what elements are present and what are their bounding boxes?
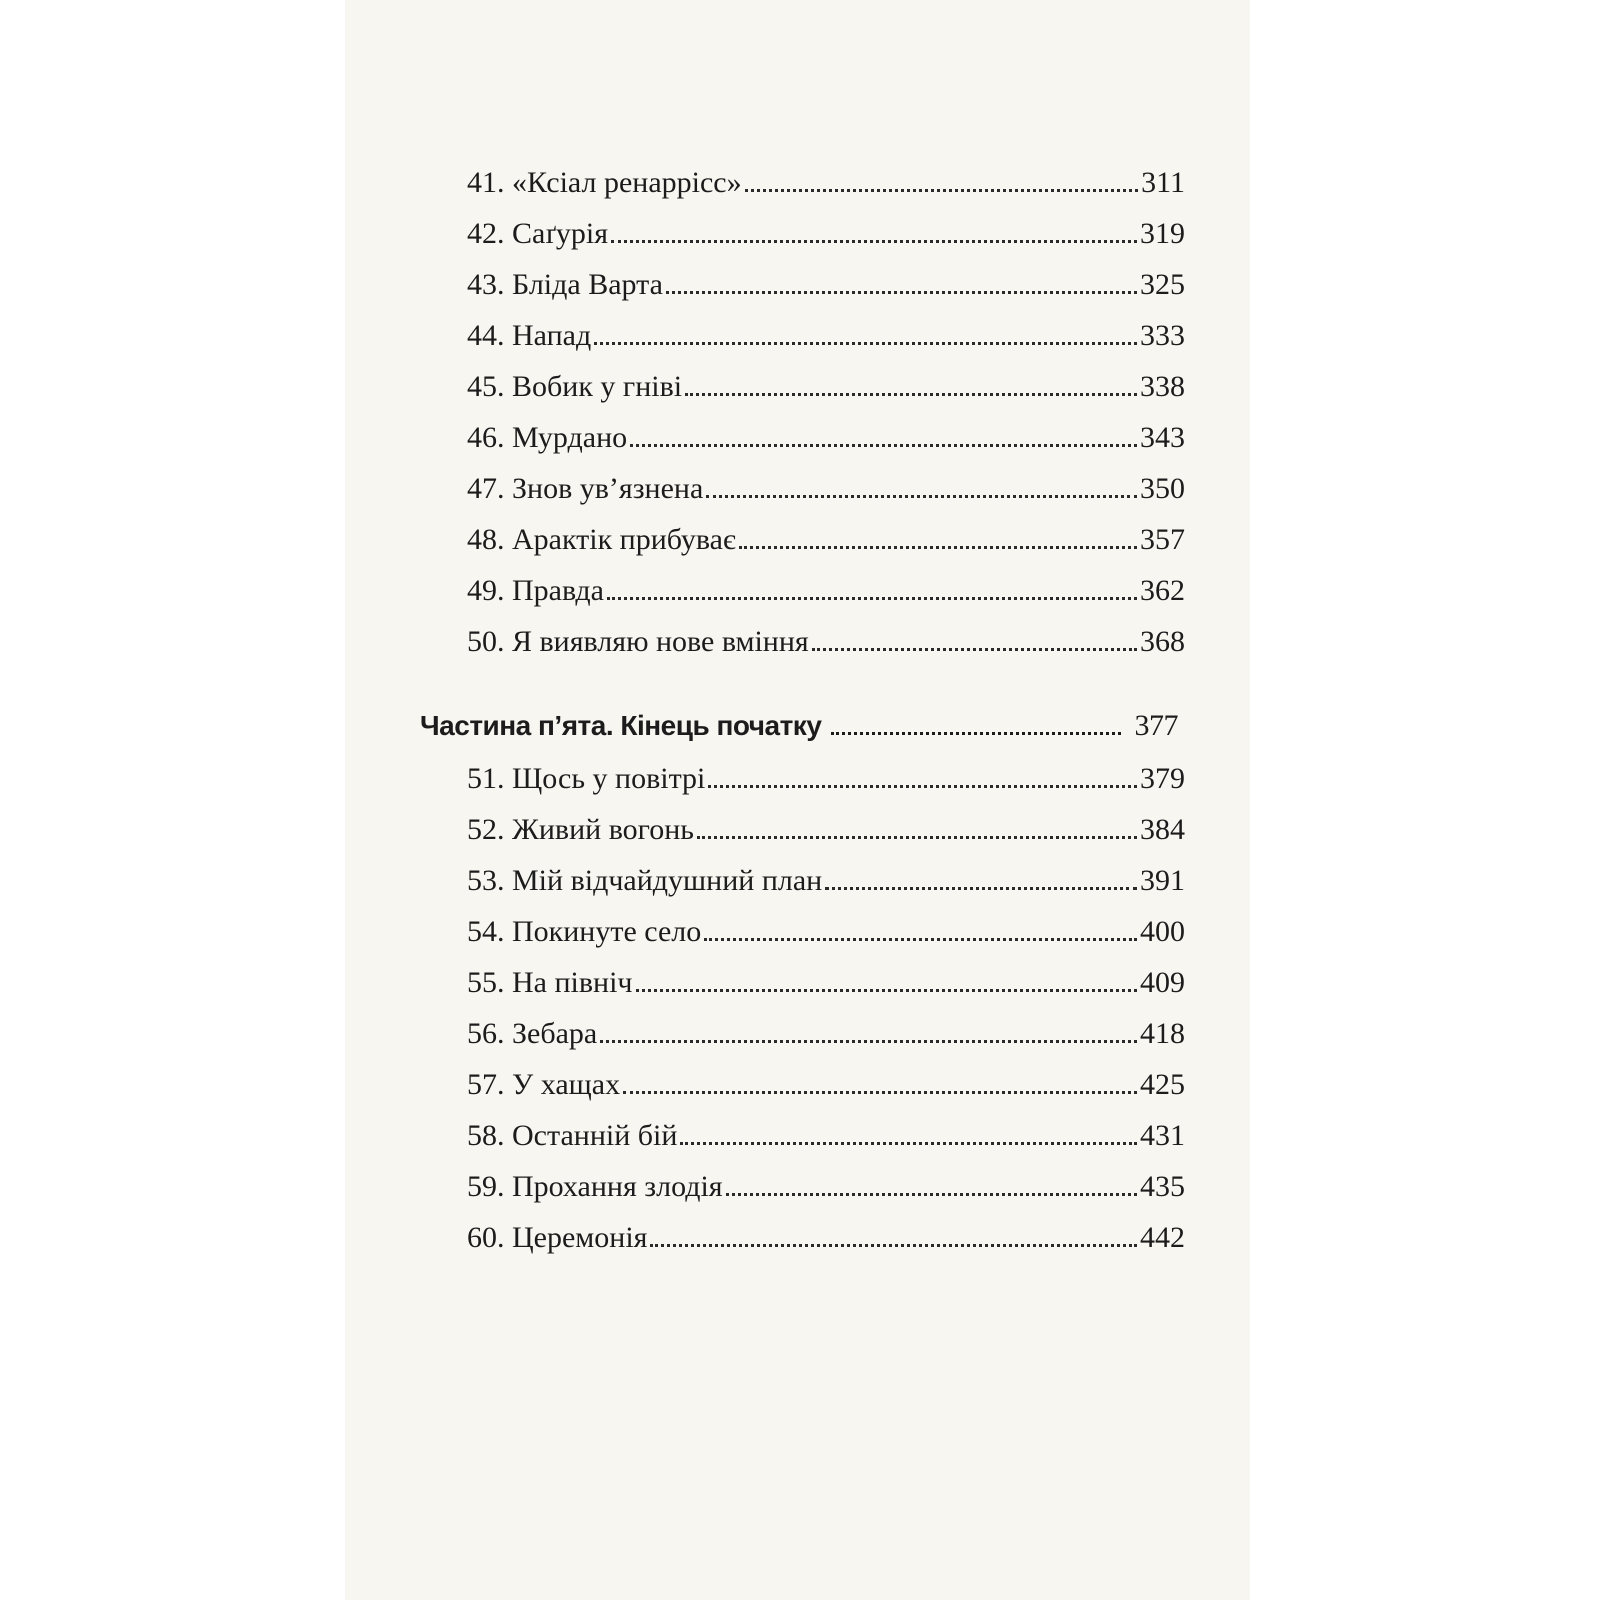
dot-leader	[680, 1142, 1137, 1145]
toc-entry	[467, 848, 1185, 899]
page-number: 442	[1140, 1221, 1185, 1254]
chapter-title: 58. Останній бій	[467, 1119, 678, 1152]
page-number: 431	[1140, 1119, 1185, 1152]
toc-entry	[467, 609, 1185, 660]
dot-leader	[623, 1091, 1137, 1094]
dot-leader	[708, 785, 1137, 788]
toc-entry	[467, 1205, 1185, 1256]
chapter-title: 42. Саґурія	[467, 217, 608, 250]
dot-leader	[726, 1193, 1137, 1196]
part-heading	[420, 684, 1178, 744]
chapter-title: 50. Я виявляю нове вміння	[467, 625, 809, 658]
toc-entry	[467, 150, 1185, 201]
dot-leader	[697, 836, 1137, 839]
dot-leader	[607, 597, 1137, 600]
toc-entry	[467, 1154, 1185, 1205]
chapter-title: 47. Знов ув’язнена	[467, 472, 704, 505]
toc-entry	[467, 797, 1185, 848]
page-number: 377	[1134, 709, 1178, 742]
chapter-title: 53. Мій відчайдушний план	[467, 864, 823, 897]
page-number: 325	[1140, 268, 1185, 301]
dot-leader	[666, 291, 1137, 294]
page-number: 362	[1140, 574, 1185, 607]
chapter-title: 48. Арактік прибуває	[467, 523, 736, 556]
page-number: 391	[1140, 864, 1185, 897]
chapter-title: 55. На північ	[467, 966, 633, 999]
toc-entry	[467, 201, 1185, 252]
page-number: 384	[1140, 813, 1185, 846]
page-number: 368	[1140, 625, 1185, 658]
page-number: 311	[1141, 166, 1185, 199]
toc-entry	[467, 507, 1185, 558]
chapter-title: 54. Покинуте село	[467, 915, 702, 948]
toc-entry	[467, 303, 1185, 354]
chapter-title: 59. Прохання злодія	[467, 1170, 723, 1203]
toc-entry	[467, 1103, 1185, 1154]
chapter-title: 41. «Ксіал ренаррісс»	[467, 166, 742, 199]
page-number: 343	[1140, 421, 1185, 454]
dot-leader	[630, 444, 1137, 447]
toc-entry	[467, 950, 1185, 1001]
page-number: 418	[1140, 1017, 1185, 1050]
page-number: 333	[1140, 319, 1185, 352]
toc-entry	[467, 456, 1185, 507]
page-number: 379	[1140, 762, 1185, 795]
page-number: 425	[1140, 1068, 1185, 1101]
page-number: 357	[1140, 523, 1185, 556]
toc-entry	[467, 558, 1185, 609]
toc-entry	[467, 746, 1185, 797]
dot-leader	[600, 1040, 1137, 1043]
dot-leader	[650, 1244, 1137, 1247]
chapter-title: 57. У хащах	[467, 1068, 621, 1101]
chapter-title: 43. Бліда Варта	[467, 268, 663, 301]
dot-leader	[636, 989, 1137, 992]
part-title: Частина п’ята. Кінець початку	[420, 710, 822, 741]
chapter-title: 60. Церемонія	[467, 1221, 648, 1254]
page-number: 350	[1140, 472, 1185, 505]
book-page	[345, 0, 1250, 1600]
toc-entry	[467, 899, 1185, 950]
page-number: 435	[1140, 1170, 1185, 1203]
chapter-title: 45. Вобик у гніві	[467, 370, 683, 403]
toc-entry	[467, 252, 1185, 303]
chapter-title: 44. Напад	[467, 319, 592, 352]
page-number: 319	[1140, 217, 1185, 250]
dot-leader	[704, 938, 1137, 941]
dot-leader	[594, 342, 1137, 345]
dot-leader	[706, 495, 1137, 498]
dot-leader	[825, 887, 1137, 890]
toc-entry	[467, 405, 1185, 456]
dot-leader	[739, 546, 1137, 549]
dot-leader	[685, 393, 1137, 396]
chapter-title: 49. Правда	[467, 574, 604, 607]
dot-leader	[745, 189, 1138, 192]
dot-leader	[812, 648, 1137, 651]
dot-leader	[831, 732, 1120, 735]
chapter-title: 56. Зебара	[467, 1017, 598, 1050]
chapter-title: 46. Мурдано	[467, 421, 628, 454]
chapter-title: 52. Живий вогонь	[467, 813, 694, 846]
chapter-title: 51. Щось у повітрі	[467, 762, 706, 795]
page-number: 409	[1140, 966, 1185, 999]
toc-entry	[467, 354, 1185, 405]
table-of-contents	[345, 150, 1250, 1256]
dot-leader	[611, 240, 1137, 243]
page-number: 400	[1140, 915, 1185, 948]
toc-entry	[467, 1001, 1185, 1052]
toc-entry	[467, 1052, 1185, 1103]
page-number: 338	[1140, 370, 1185, 403]
